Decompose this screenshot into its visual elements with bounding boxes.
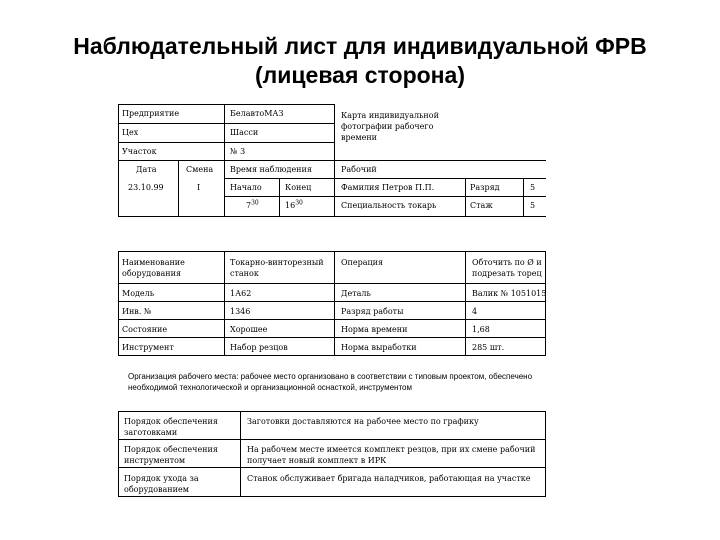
rule — [224, 196, 546, 197]
rule — [118, 411, 546, 412]
rule — [224, 251, 225, 355]
worker-label: Рабочий — [341, 165, 377, 174]
enterprise-value: БелавтоМАЗ — [230, 109, 284, 118]
date-label: Дата — [136, 165, 157, 174]
operation-value: Обточить по Ø и подрезать торец — [472, 258, 542, 278]
tool-value: Набор резцов — [230, 343, 288, 352]
experience-label: Стаж — [470, 201, 493, 210]
rule — [118, 104, 334, 105]
rule — [118, 319, 546, 320]
rule — [118, 142, 334, 143]
state-label: Состояние — [122, 325, 168, 334]
rule — [118, 216, 546, 217]
state-value: Хорошее — [230, 325, 268, 334]
rule — [545, 251, 546, 355]
rule — [118, 411, 119, 496]
shift-label: Смена — [186, 165, 214, 174]
rule — [118, 104, 119, 216]
shop-value: Шасси — [230, 128, 259, 137]
inv-label: Инв. № — [122, 307, 152, 316]
output-norm-label: Норма выработки — [341, 343, 417, 352]
equipment-name-value: Токарно-винторезный станок — [230, 258, 324, 278]
tools-label: Порядок обеспечения инструментом — [124, 445, 218, 465]
end-time: $16^{30}$ — [285, 199, 303, 210]
rule — [118, 355, 546, 356]
worker-fio: Фамилия Петров П.П. — [341, 183, 435, 192]
rule — [178, 160, 179, 216]
start-label: Начало — [230, 183, 262, 192]
rule — [224, 178, 546, 179]
section-label: Участок — [122, 147, 157, 156]
rule — [118, 301, 546, 302]
section-value: № 3 — [230, 147, 246, 156]
part-value: Валик № 1051015 — [472, 289, 547, 298]
rule — [118, 160, 546, 161]
rule — [118, 439, 546, 440]
grade-value: 5 — [530, 183, 536, 192]
work-grade-value: 4 — [472, 307, 478, 316]
rule — [465, 251, 466, 355]
shop-label: Цех — [122, 128, 139, 137]
equipment-name-label: Наименование оборудования — [122, 258, 185, 278]
rule — [279, 178, 280, 216]
care-label: Порядок ухода за оборудованием — [124, 474, 199, 494]
organization-text: Организация рабочего места: рабочее место организовано в соответствии с типовым проектом, обеспечено необходимой технологической и организационной оснасткой, инструментом — [128, 372, 533, 392]
date-value: 23.10.99 — [128, 183, 164, 192]
output-norm-value: 285 шт. — [472, 343, 505, 352]
inv-value: 1346 — [230, 307, 251, 316]
rule — [118, 283, 546, 284]
tools-value: На рабочем месте имеется комплект резцов, при их смене рабочий получает новый комплект в ИРК — [247, 445, 536, 465]
grade-label: Разряд — [470, 183, 500, 192]
rule — [224, 104, 225, 216]
care-value: Станок обслуживает бригада наладчиков, работающая на участке — [247, 474, 531, 483]
rule — [523, 178, 524, 216]
page-title: Наблюдательный лист для индивидуальной ФРВ — [73, 33, 647, 59]
rule — [118, 251, 546, 252]
obs-time-label: Время наблюдения — [230, 165, 312, 174]
card-title: Карта индивидуальной фотографии рабочего времени — [341, 111, 439, 142]
rule — [118, 496, 546, 497]
rule — [118, 467, 546, 468]
blanks-label: Порядок обеспечения заготовками — [124, 417, 218, 437]
rule — [118, 251, 119, 355]
end-label: Конец — [285, 183, 312, 192]
specialty: Специальность токарь — [341, 201, 437, 210]
start-time: $7^{30}$ — [246, 199, 259, 210]
tool-label: Инструмент — [122, 343, 174, 352]
part-label: Деталь — [341, 289, 371, 298]
rule — [240, 411, 241, 496]
rule — [334, 104, 335, 216]
enterprise-label: Предприятие — [122, 109, 180, 118]
rule — [118, 123, 334, 124]
work-grade-label: Разряд работы — [341, 307, 404, 316]
blanks-value: Заготовки доставляются на рабочее место по графику — [247, 417, 479, 426]
time-norm-label: Норма времени — [341, 325, 408, 334]
rule — [465, 178, 466, 216]
rule — [334, 251, 335, 355]
time-norm-value: 1,68 — [472, 325, 490, 334]
model-label: Модель — [122, 289, 155, 298]
page-subtitle: (лицевая сторона) — [254, 62, 466, 88]
shift-value: I — [197, 183, 201, 192]
model-value: 1А62 — [230, 289, 252, 298]
operation-label: Операция — [341, 258, 384, 267]
experience-value: 5 — [530, 201, 536, 210]
rule — [118, 337, 546, 338]
rule — [545, 411, 546, 496]
